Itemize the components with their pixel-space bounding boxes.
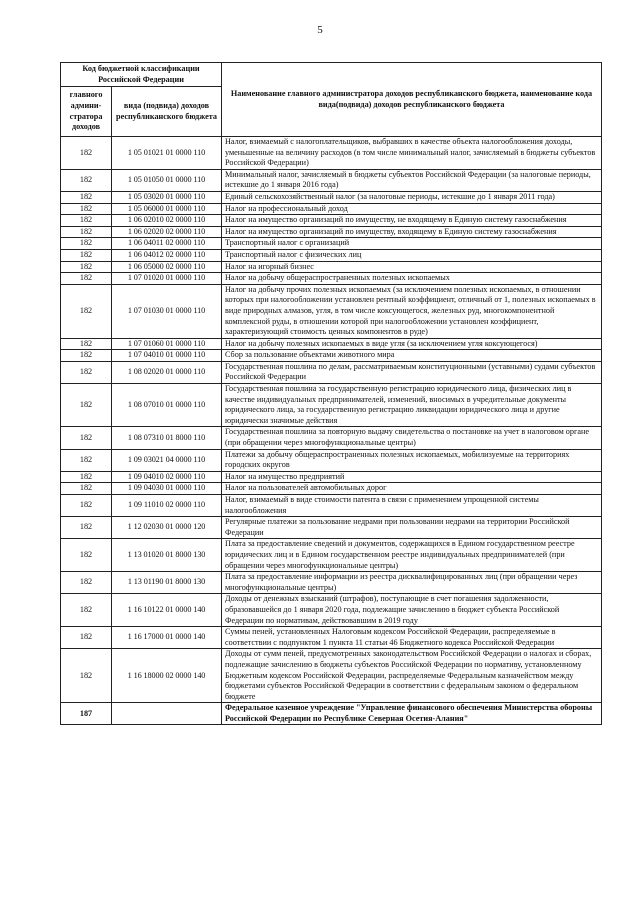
revenue-name-cell: Сбор за пользование объектами животного мира — [222, 350, 602, 362]
admin-code-cell: 182 — [61, 627, 112, 649]
table-row — [61, 495, 602, 517]
table-row — [61, 137, 602, 170]
revenue-code-cell: 1 09 11010 02 0000 110 — [112, 495, 222, 517]
header-name-column: Наименование главного администратора доходов республиканского бюджета, наименование кода вида(подвида) доходов республиканского бюджета — [222, 63, 602, 137]
header-admin-column: главного админи-стратора доходов — [61, 87, 112, 137]
revenue-code-cell: 1 13 01190 01 8000 130 — [112, 572, 222, 594]
admin-code-cell: 182 — [61, 249, 112, 261]
table-row — [61, 261, 602, 273]
admin-code-cell: 182 — [61, 261, 112, 273]
revenue-name-cell: Налог, взимаемый с налогоплательщиков, выбравших в качестве объекта налогообложения доходы, уменьшенные на величину расходов (в том числе минимальный налог, зачисляемый в бюджеты субъектов Российской Федерации) — [222, 137, 602, 170]
revenue-code-cell: 1 07 01030 01 0000 110 — [112, 284, 222, 338]
revenue-name-cell: Плата за предоставление сведений и документов, содержащихся в Едином государственном реестре юридических лиц и в Едином государственном реестре индивидуальных предпринимателей (при обращении через многофункциональные центры) — [222, 539, 602, 572]
budget-classification-table — [60, 62, 602, 725]
table-row — [61, 215, 602, 227]
table-row — [61, 627, 602, 649]
revenue-code-cell: 1 06 02020 02 0000 110 — [112, 226, 222, 238]
revenue-name-cell: Доходы от сумм пеней, предусмотренных законодательством Российской Федерации о налогах и сборах, подлежащие зачислению в бюджеты субъектов Российской Федерации по нормативу, установленному Бюджетным кодексом Российской Федерации, распределяемые Федеральным казначейством между бюджетами субъектов Российской Федерации в соответствии с федеральным законом о федеральном бюджете — [222, 649, 602, 703]
table-row — [61, 203, 602, 215]
admin-code-cell: 182 — [61, 539, 112, 572]
admin-code-cell: 182 — [61, 238, 112, 250]
table-row — [61, 703, 602, 725]
revenue-name-cell: Транспортный налог с организаций — [222, 238, 602, 250]
admin-code-cell: 182 — [61, 350, 112, 362]
revenue-name-cell: Налог на добычу прочих полезных ископаемых (за исключением полезных ископаемых, в отношении которых при налогообложении установлен рентный коэффициент, отличный от 1, полезных ископаемых в виде природных алмазов, угля, в том числе коксующегося, железных руд, многокомпонентной комплексной руды, в отношении которой при налогообложении установлен коэффициент, характеризующий стоимость ценных компонентов в руде) — [222, 284, 602, 338]
table-row — [61, 169, 602, 191]
admin-code-cell: 182 — [61, 169, 112, 191]
table-row — [61, 539, 602, 572]
table-row — [61, 517, 602, 539]
revenue-name-cell: Налог на профессиональный доход — [222, 203, 602, 215]
table-row — [61, 238, 602, 250]
revenue-name-cell: Налог на добычу полезных ископаемых в виде угля (за исключением угля коксующегося) — [222, 338, 602, 350]
table-row — [61, 284, 602, 338]
revenue-code-cell: 1 06 02010 02 0000 110 — [112, 215, 222, 227]
table-row — [61, 427, 602, 449]
table-row — [61, 350, 602, 362]
table-row — [61, 338, 602, 350]
revenue-code-cell: 1 05 01021 01 0000 110 — [112, 137, 222, 170]
revenue-name-cell: Доходы от денежных взысканий (штрафов), поступающие в счет погашения задолженности, образовавшейся до 1 января 2020 года, подлежащие зачислению в бюджет субъекта Российской Федерации по нормативам, действовавшим в 2019 году — [222, 594, 602, 627]
table-row — [61, 449, 602, 471]
admin-code-cell: 182 — [61, 495, 112, 517]
admin-code-cell: 182 — [61, 215, 112, 227]
page-number: 5 — [317, 24, 323, 36]
table-row — [61, 572, 602, 594]
header-group-budget-code: Код бюджетной классификации Российской Федерации — [61, 63, 222, 87]
admin-code-cell: 182 — [61, 137, 112, 170]
admin-code-cell: 182 — [61, 284, 112, 338]
revenue-code-cell: 1 08 07010 01 0000 110 — [112, 384, 222, 427]
revenue-code-cell: 1 08 02020 01 0000 110 — [112, 361, 222, 383]
revenue-code-cell: 1 09 03021 04 0000 110 — [112, 449, 222, 471]
table-row — [61, 384, 602, 427]
revenue-code-cell: 1 08 07310 01 8000 110 — [112, 427, 222, 449]
revenue-code-cell: 1 07 04010 01 0000 110 — [112, 350, 222, 362]
table-row — [61, 649, 602, 703]
header-code-column: вида (подвида) доходов республиканского бюджета — [112, 87, 222, 137]
admin-code-cell: 182 — [61, 517, 112, 539]
revenue-name-cell: Налог на имущество организаций по имуществу, входящему в Единую систему газоснабжения — [222, 226, 602, 238]
revenue-code-cell: 1 12 02030 01 0000 120 — [112, 517, 222, 539]
revenue-code-cell: 1 06 04011 02 0000 110 — [112, 238, 222, 250]
revenue-code-cell: 1 09 04030 01 0000 110 — [112, 483, 222, 495]
table-row — [61, 361, 602, 383]
revenue-name-cell: Налог на имущество предприятий — [222, 471, 602, 483]
admin-code-cell: 182 — [61, 449, 112, 471]
revenue-name-cell: Плата за предоставление информации из реестра дисквалифицированных лиц (при обращении через многофункциональные центры) — [222, 572, 602, 594]
table-row — [61, 191, 602, 203]
revenue-name-cell: Налог, взимаемый в виде стоимости патента в связи с применением упрощенной системы налогообложения — [222, 495, 602, 517]
admin-code-cell: 182 — [61, 483, 112, 495]
admin-code-cell: 187 — [61, 703, 112, 725]
revenue-code-cell: 1 16 17000 01 0000 140 — [112, 627, 222, 649]
admin-code-cell: 182 — [61, 594, 112, 627]
revenue-name-cell: Налог на имущество организаций по имуществу, не входящему в Единую систему газоснабжения — [222, 215, 602, 227]
revenue-code-cell: 1 16 18000 02 0000 140 — [112, 649, 222, 703]
revenue-code-cell: 1 07 01060 01 0000 110 — [112, 338, 222, 350]
revenue-name-cell: Регулярные платежи за пользование недрами при пользовании недрами на территории Российской Федерации — [222, 517, 602, 539]
admin-code-cell: 182 — [61, 226, 112, 238]
revenue-code-cell: 1 05 01050 01 0000 110 — [112, 169, 222, 191]
revenue-code-cell: 1 06 05000 02 0000 110 — [112, 261, 222, 273]
revenue-code-cell: 1 09 04010 02 0000 110 — [112, 471, 222, 483]
revenue-code-cell: 1 05 06000 01 0000 110 — [112, 203, 222, 215]
revenue-name-cell: Государственная пошлина за повторную выдачу свидетельства о постановке на учет в налоговом органе (при обращении через многофункциональные центры) — [222, 427, 602, 449]
admin-code-cell: 182 — [61, 427, 112, 449]
revenue-name-cell: Платежи за добычу общераспространенных полезных ископаемых, мобилизуемые на территориях городских округов — [222, 449, 602, 471]
revenue-name-cell: Федеральное казенное учреждение "Управление финансового обеспечения Министерства обороны Российской Федерации по Республике Северная Осетия-Алания" — [222, 703, 602, 725]
revenue-name-cell: Единый сельскохозяйственный налог (за налоговые периоды, истекшие до 1 января 2011 года) — [222, 191, 602, 203]
revenue-name-cell: Налог на игорный бизнес — [222, 261, 602, 273]
revenue-code-cell — [112, 703, 222, 725]
admin-code-cell: 182 — [61, 471, 112, 483]
revenue-code-cell: 1 13 01020 01 8000 130 — [112, 539, 222, 572]
admin-code-cell: 182 — [61, 572, 112, 594]
revenue-code-cell: 1 07 01020 01 0000 110 — [112, 273, 222, 285]
revenue-name-cell: Суммы пеней, установленных Налоговым кодексом Российской Федерации, распределяемые в соответствии с подпунктом 1 пункта 11 статьи 46 Бюджетного кодекса Российской Федерации — [222, 627, 602, 649]
revenue-code-cell: 1 05 03020 01 0000 110 — [112, 191, 222, 203]
table-row — [61, 471, 602, 483]
revenue-code-cell: 1 16 10122 01 0000 140 — [112, 594, 222, 627]
admin-code-cell: 182 — [61, 384, 112, 427]
revenue-name-cell: Государственная пошлина по делам, рассматриваемым конституционными (уставными) судами субъектов Российской Федерации — [222, 361, 602, 383]
revenue-name-cell: Транспортный налог с физических лиц — [222, 249, 602, 261]
admin-code-cell: 182 — [61, 361, 112, 383]
table-row — [61, 249, 602, 261]
revenue-name-cell: Налог на добычу общераспространенных полезных ископаемых — [222, 273, 602, 285]
table-row — [61, 594, 602, 627]
revenue-code-cell: 1 06 04012 02 0000 110 — [112, 249, 222, 261]
table-body — [61, 137, 602, 725]
table-row — [61, 273, 602, 285]
admin-code-cell: 182 — [61, 191, 112, 203]
admin-code-cell: 182 — [61, 273, 112, 285]
admin-code-cell: 182 — [61, 649, 112, 703]
table-row — [61, 226, 602, 238]
revenue-name-cell: Налог на пользователей автомобильных дорог — [222, 483, 602, 495]
admin-code-cell: 182 — [61, 338, 112, 350]
revenue-name-cell: Минимальный налог, зачисляемый в бюджеты субъектов Российской Федерации (за налоговые периоды, истекшие до 1 января 2016 года) — [222, 169, 602, 191]
table-row — [61, 483, 602, 495]
admin-code-cell: 182 — [61, 203, 112, 215]
revenue-name-cell: Государственная пошлина за государственную регистрацию юридического лица, физических лиц в качестве индивидуальных предпринимателей, изменений, вносимых в учредительные документы юридического лица, за государственную регистрацию ликвидации юридического лица и другие юридически значимые действия — [222, 384, 602, 427]
